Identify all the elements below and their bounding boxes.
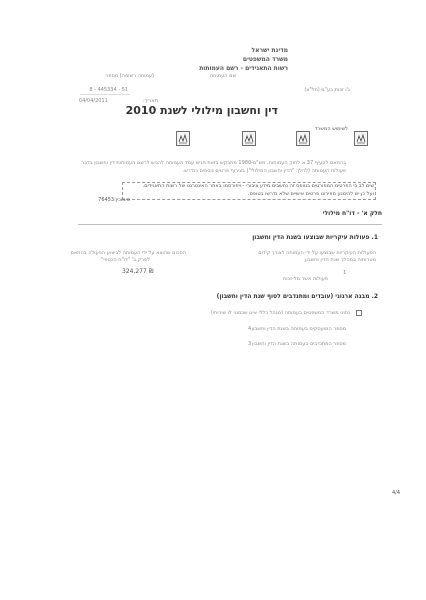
section2-employees-value: 4	[248, 326, 252, 332]
date-value: 04/04/2011	[79, 98, 108, 104]
date-label: תאריך:	[143, 98, 158, 104]
section1-row-amount: 324,277 ₪	[122, 268, 154, 275]
signature-icon	[176, 131, 190, 146]
section1-col-amount-2: לפרק ב' "דו"ח הכספי"	[100, 257, 150, 263]
notice-line-2: ועל כן יש להימנע מפירוט פרטים אישיים שלא נדרשו בטופס.	[248, 191, 374, 197]
signature-icon	[354, 131, 368, 146]
section1-row-number: 1	[343, 270, 347, 276]
notice-line-1: שים לב כי הפרטים המפורטים בטופס זה נחשבים מידע ציבורי - ויפורסמו באתר האינטרנט של רשות התאגידים.	[142, 183, 374, 189]
part-a-heading: חלק א' - דו"ח מילולי	[322, 210, 382, 217]
signature-icon	[296, 131, 310, 146]
org-number-label: (עמותה רשומה) מספר	[105, 73, 154, 79]
section2-title: 2. מבנה ארגוני (עובדים ומתנדבים לסוף שנת הדין וחשבון)	[216, 293, 378, 300]
org-name-label: שם העמותה	[209, 73, 236, 79]
section1-col-amount: הסכום שהוצא על ידי העמותה לביצוע הפעולה בהתאם	[70, 250, 186, 256]
section1-col-activities: הפעולות העיקריות שבוצעו על ידי העמותה לצורך קידום	[258, 250, 376, 256]
page-title: דין וחשבון מילולי לשנת 2010	[125, 104, 278, 117]
header-authority: רשות התאגידים - רשם העמותות	[199, 65, 288, 72]
office-use-label: לשימוש המשרד	[314, 126, 348, 132]
section1-title: 1. פעולות עיקריות שבוצעו בשנת הדין וחשבון	[252, 234, 378, 241]
signature-icon	[242, 131, 256, 146]
reference-number: סימוכין:76453	[98, 197, 130, 203]
fields-divider	[80, 94, 130, 95]
checkbox[interactable]	[356, 310, 362, 316]
org-name-value: ג'ו זכות בע"מ (חל"צ)	[304, 87, 350, 93]
section1-col-activities-2: מטרותיה במהלך שנת הדין וחשבון	[304, 257, 376, 263]
section1-row-description: פעולות אשר מל-זכות	[282, 276, 328, 282]
page-number: 4/4	[392, 490, 401, 496]
intro-line-1: בהתאם לסעיף 37 א לחוק העמותות, תש"ם-1980 מתבקש בזאת תגיש עמד העמותה להגיש לרשם העמותות דין וחשבון בדבר	[81, 160, 346, 166]
intro-line-2: פעולות העמותה (להלן: "הדין וחשבון המילולי") בצירוף פרטים נוספים כנדרש.	[182, 168, 346, 174]
org-number-value: 51 - 445334 - 8	[89, 87, 128, 93]
section2-volunteers-value: 3	[248, 341, 252, 347]
part-a-underline	[78, 224, 382, 225]
header-ministry: משרד המשפטים	[242, 56, 288, 63]
section2-checkbox-label: נתוני משרד המשפטים בעמותה (מנהל כללי אינו שכמוני לו שירותי)	[210, 310, 350, 316]
section2-employees-label: מספר המועסקים בעמותה בשנת הדין וחשבון	[251, 326, 346, 332]
header-state: מדינת ישראל	[251, 47, 288, 54]
section2-volunteers-label: מספר המתנדבים בעמותה בשנת הדין וחשבון	[252, 341, 346, 347]
